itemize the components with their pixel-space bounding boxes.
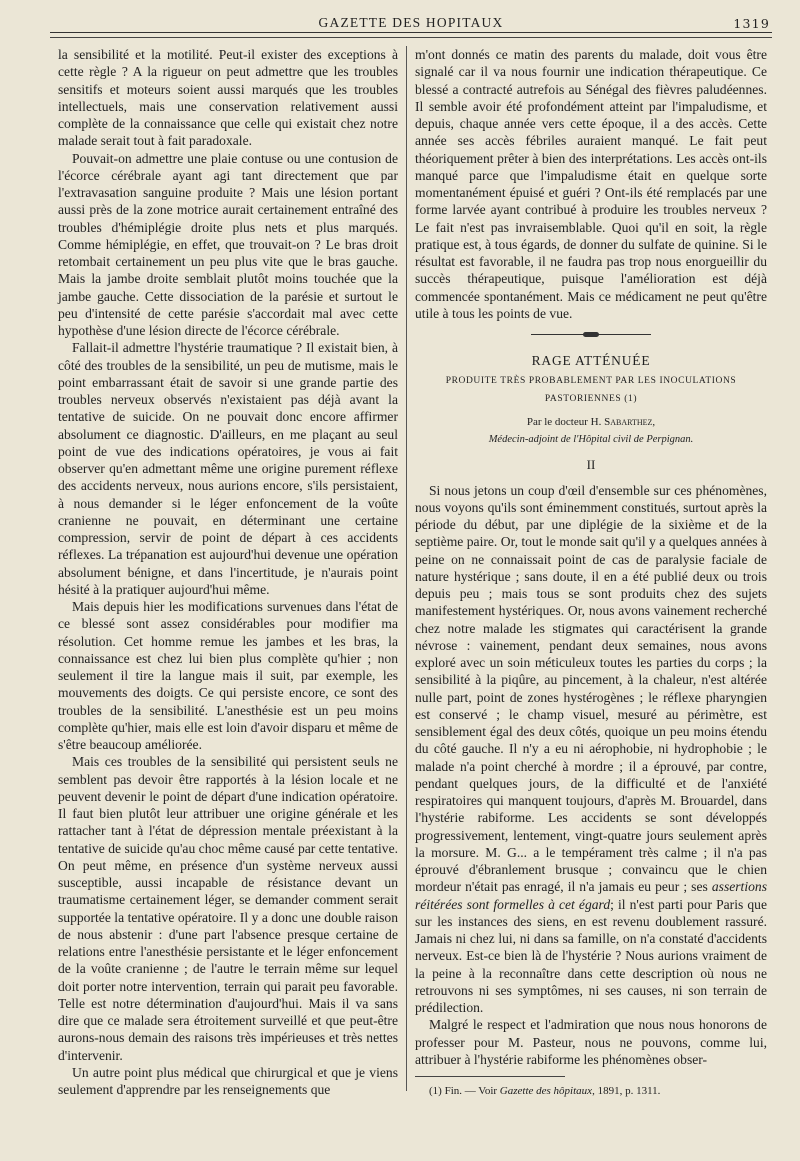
header-rule — [50, 32, 772, 33]
paragraph: Mais ces troubles de la sensibilité qui persistent seuls ne semblent pas devoir être rapportés à la lésion locale et ne peuvent devenir le point de départ d'une indication opératoire. Il faut bien plutôt leur attribuer une origine générale et les rattacher tant à l'état de dépression mentale préexistant à la tentative de suicide qu'au choc même causé par cette tentative. On peut même, en présence d'un système nerveux aussi susceptible, aussi incapable de résistance devant un traumatisme certainement léger, se demander comment serait supportée la tentative opératoire. Il y a donc une double raison de nous abstenir : d'une part l'absence presque certaine de relations entre l'anesthésie persistante et le léger enfoncement de la voûte cranienne ; de l'autre le terrain même sur lequel doit porter notre intervention, terrain qui parait peu favorable. Telle est notre détermination d'aujourd'hui. Mais il va sans dire que ce malade sera étroitement surveillé et que peut-être aurons-nous demain des raisons très impérieuses et très nettes d'intervenir. — [58, 754, 398, 1063]
paragraph-text-cont: ; il n'est parti pour Paris que sur les instances des siens, en est revenu doublement rassuré. Jamais ni chez lui, ni dans sa famille, on n'a constaté d'accidents nerveux. Est-ce bien là de l'hystérie ? Nous aurions vraiment de la peine à la reconnaître dans cette description où nous ne retrouvons ni ses symptômes, ni ses causes, ni son terrain de prédilection. — [415, 896, 767, 1015]
paragraph: Mais depuis hier les modifications survenues dans l'état de ce blessé sont assez considérables pour modifier ma résolution. Cet homme remue les jambes et les bras, la connaissance est chez lui bien plus complète qu'hier ; non seulement il tire la langue mais il suit, par exemple, les mouvements des doigts. Ce qui persiste encore, ce sont des troubles de la sensibilité. L'anesthésie est un peu moins complète qu'hier, mais elle est loin d'avoir disparu et même de s'être beaucoup améliorée. — [58, 599, 398, 752]
article-subtitle: PRODUITE TRÈS PROBABLEMENT PAR LES INOCULATIONS PASTORIENNES (1) — [445, 376, 737, 404]
footnote-suffix: , 1891, p. 1311. — [592, 1085, 661, 1097]
paragraph-text: Si nous jetons un coup d'œil d'ensemble sur ces phénomènes, nous voyons qu'ils sont éminemment constitués, surtout après la période du début, par une diplégie de la sixième et de la septième paire. Or, tout le monde sait qu'il y a quelques années à peine on ne connaissait point de cas de paralysie faciale de nature hystérique ; sans doute, il en a été publié deux ou trois depuis peu ; mais tous se sont produits chez des sujets manifestement hystériques. Or, nous avons vainement recherché chez notre malade les stigmates qui caractérisent la grande névrose : vainement, pendant deux semaines, nous avons exploré avec un soin méticuleux toutes les parties du corps ; la sensibilité à la piqûre, au pincement, à la chaleur, n'est altérée nulle part, point de zones hystérogènes ; le réflexe pharyngien est conservé ; le champ visuel, mesuré au périmètre, est sensiblement égal des deux côtés, quoique un peu moins étendu du côté gauche. Il n'y a eu ni aérophobie, ni hydrophobie ; le malade n'a point cherché à mordre ; il a éprouvé, par contre, pendant quelques jours, de la difficulté et de l'anxiété respiratoires qui manquent toujours, d'après M. Brouardel, dans l'hystérie rabiforme. Les accidents se sont développés progressivement, lentement, vingt-quatre jours seulement après la morsure. M. G... a le tempérament très calme ; il n'a pas éprouvé d'ébranlement brusque ; convaincu que le chien mordeur n'était pas enragé, il n'a jamais eu peur ; ses — [415, 482, 767, 895]
page-number: 1319 — [733, 16, 770, 31]
paragraph: la sensibilité et la motilité. Peut-il exister des exceptions à cette règle ? A la rigueur on peut admettre que les troubles sensitifs et moteurs soient aussi marqués que les troubles intellectuels, mais une conservation relativement aussi complète de la connaissance que celle qui existait chez notre malade serait tout à fait paradoxale. — [58, 47, 398, 149]
column-divider — [406, 46, 407, 1091]
right-column — [415, 46, 767, 1097]
footnote-journal: Gazette des hôpitaux — [499, 1085, 593, 1097]
footnote-prefix: (1) Fin. — Voir — [429, 1085, 498, 1097]
italic-phrase: assertions réitérées sont formelles à cet égard — [415, 879, 767, 912]
paragraph: Fallait-il admettre l'hystérie traumatique ? Il existait bien, à côté des troubles de la sensibilité, un peu de mutisme, mais le point embarrassant était de savoir si une grande partie des troubles nerveux observés n'existaient pas déjà avant la tentative de suicide. On ne pouvait donc encore affirmer absolument ce diagnostic. D'ailleurs, en me plaçant au seul point de vue des indications opératoires, je vous ai fait observer qu'en admettant même une origine purement réflexe des accidents nerveux, nous aurions encore, s'ils persistaient, à nous demander si le léger enfoncement de la voûte cranienne ne pouvait, en déterminant une certaine compression, servir de point de départ à ces accidents réflexes. La trépanation est aujourd'hui devenue une opération absolument bénigne, et dans l'incertitude, je n'aurais point hésité à la pratiquer aujourd'hui même. — [58, 340, 398, 597]
ornament-divider — [531, 332, 651, 338]
section-number: II — [586, 457, 596, 473]
paragraph: m'ont donnés ce matin des parents du malade, doit vous être signalé car il va nous fournir une indication thérapeutique. Ce blessé a contracté autrefois au Sénégal des fièvres paludéennes. Il semble avoir été profondément atteint par l'impaludisme, et depuis, chaque année vers cette époque, il a des accès. Cette année ses accès fébriles auraient manqué. Le fait peut théoriquement prêter à bien des interprétations. Les accès ont-ils manqué parce que l'impaludisme était en quelque sorte momentanément épuisé et guéri ? Ont-ils été remplacés par une forme larvée ayant contribué à produire les troubles nerveux ? Le fait n'est pas invraisemblable. Quoi qu'il en soit, la règle pratique est, à tous égards, de donner du sulfate de quinine. Si le résultat est favorable, il ne faudra pas trop nous enorgueillir du succès thérapeutique, puisque l'amélioration est déjà commencée spontanément. Mais ce médicament ne peut qu'être utile à tous les points de vue. — [415, 47, 767, 321]
journal-title: GAZETTE DES HOPITAUX — [318, 15, 504, 30]
paragraph — [415, 482, 767, 1017]
author-name: Sabarthez, — [604, 415, 656, 428]
article-title: RAGE ATTÉNUÉE — [531, 353, 651, 368]
paragraph: Un autre point plus médical que chirurgical et que je viens seulement d'apprendre par les renseignements que — [58, 1064, 398, 1097]
byline-prefix: Par le docteur H. — [526, 415, 602, 428]
byline — [415, 414, 767, 431]
author-affiliation: Médecin-adjoint de l'Hôpital civil de Perpignan. — [488, 434, 694, 445]
page-header — [50, 8, 772, 38]
paragraph: Malgré le respect et l'admiration que nous nous honorons de professer pour M. Pasteur, nous ne pouvons, comme lui, attribuer à l'hystérie rabiforme les phénomènes obser- — [415, 1017, 767, 1067]
header-rule-thin — [50, 37, 772, 38]
left-column — [58, 46, 398, 1097]
paragraph: Pouvait-on admettre une plaie contuse ou une contusion de l'écorce cérébrale ayant agi tant directement que par l'extravasation sanguine produite ? Mais une lésion portant aussi près de la zone motrice aurait certainement entraîné des troubles d'hémiplégie droite plus nets et plus marqués. Comme hémiplégie, en effet, que trouvait-on ? Le bras droit retombait certainement un peu plus vite que le bras gauche. Mais la jambe droite semblait plutôt moins touchée que la jambe gauche. Cette dissociation de la parésie et surtout le peu d'intensité de cette parésie s'accordait mal avec cette hypothèse d'une lésion directe de l'écorce cérébrale. — [58, 150, 398, 338]
footnote — [415, 1083, 767, 1100]
footnote-rule — [415, 1076, 565, 1077]
